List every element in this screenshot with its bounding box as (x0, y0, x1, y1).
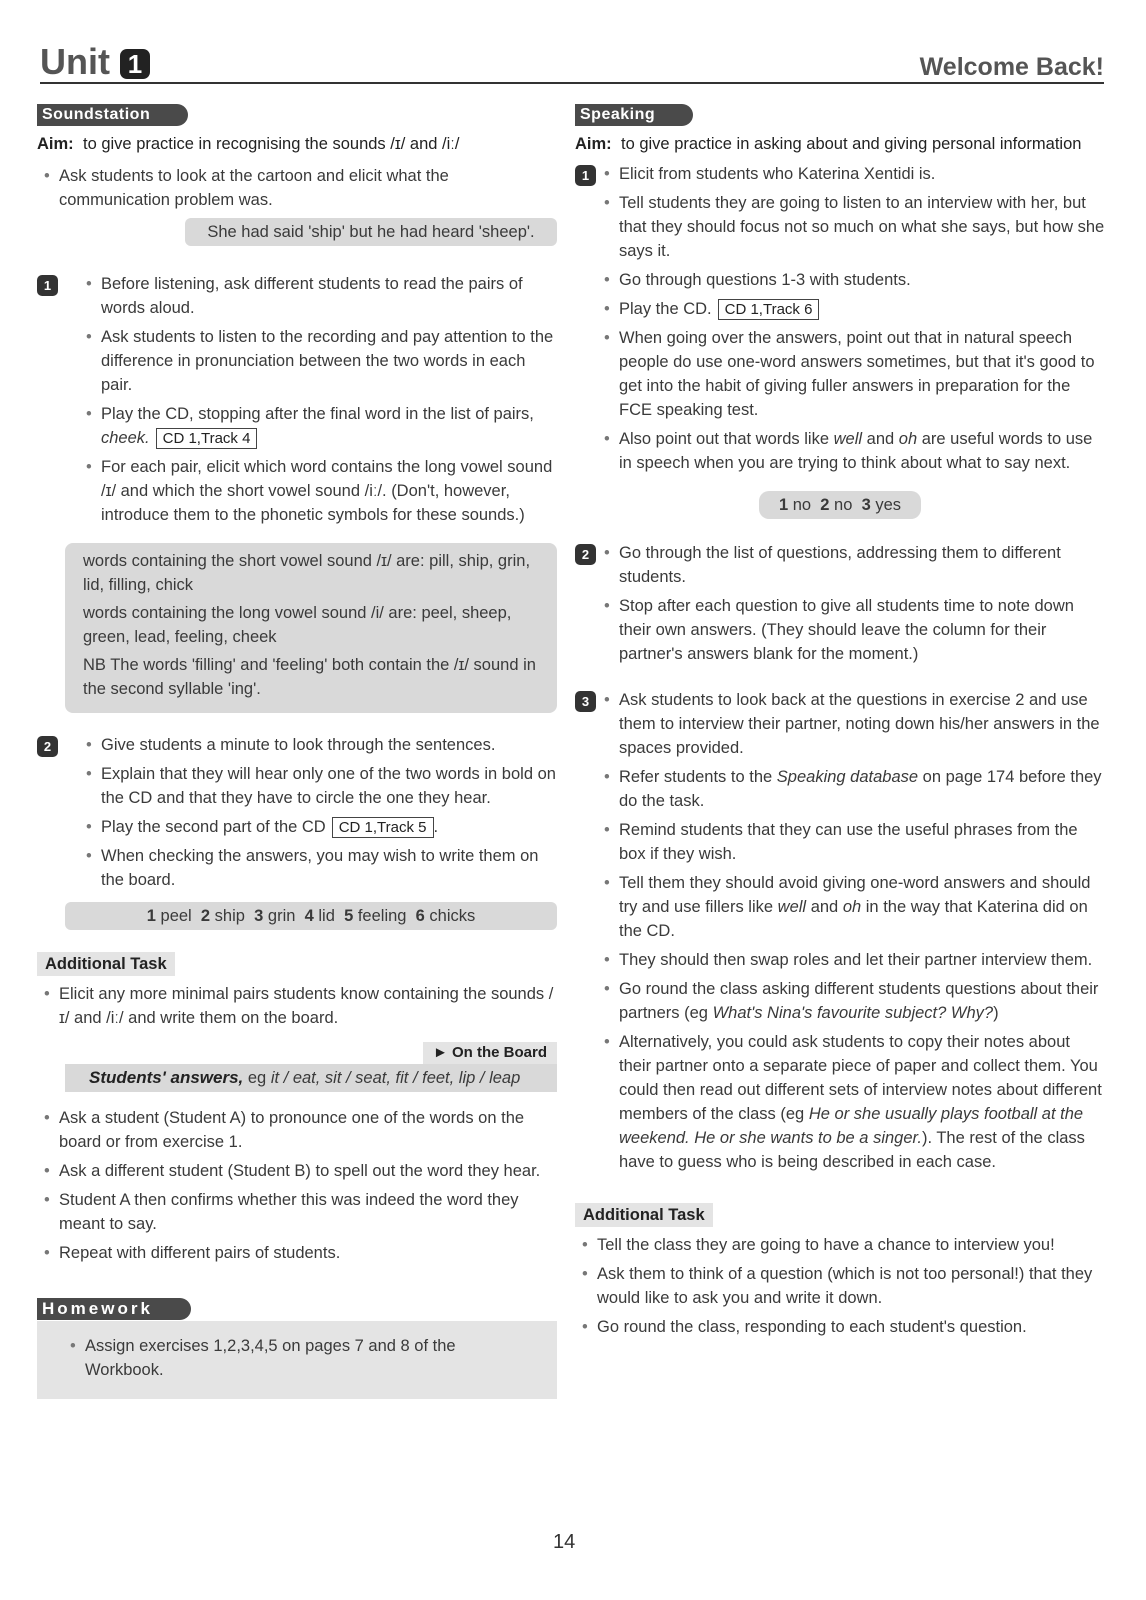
text: Play the second part of the CD (101, 818, 326, 836)
list-item: • Before listening, ask different students to read the pairs of words aloud. (83, 272, 557, 320)
additional-task-list-2 (37, 1106, 557, 1265)
answer-word: lid (318, 907, 335, 925)
intro-answer: She had said 'ship' but he had heard 'sheep'. (185, 218, 557, 246)
list-item (601, 871, 1105, 943)
homework-list (67, 1334, 537, 1382)
list-item (601, 427, 1105, 475)
italic-word: well (777, 898, 807, 916)
text: Also point out that words like (619, 430, 830, 448)
intro-list (37, 164, 557, 212)
exercise-number: 1 (575, 165, 596, 186)
unit-label: Unit (40, 41, 110, 82)
speaking-exercise-1 (575, 162, 1105, 475)
list-item: • Ask them to think of a question (which is not too personal!) that they would like to ask you and write it down. (579, 1262, 1105, 1310)
answer-item (147, 907, 192, 925)
list-item (601, 297, 1105, 321)
list-item: • Stop after each question to give all students time to note down their own answers. (They should leave the column for their partner's answers blank for the moment.) (601, 594, 1105, 666)
list-item (601, 765, 1105, 813)
list-item: • Student A then confirms whether this was indeed the word they meant to say. (41, 1188, 557, 1236)
exercise-1-answer-box (65, 543, 557, 713)
cd-track-label: CD 1,Track 5 (332, 817, 434, 838)
italic-word: What's Nina's favourite subject? Why? (712, 1004, 994, 1022)
answer-line: NB The words 'filling' and 'feeling' both contain the /ɪ/ sound in the second syllable 'ing'. (83, 656, 536, 698)
list-item: • Ask students to listen to the recording and pay attention to the difference in pronunciation between the two words in each pair. (83, 325, 557, 397)
answer-word: chicks (429, 907, 476, 925)
aim-text: to give practice in recognising the sounds /ɪ/ and /iː/ (83, 135, 460, 153)
list-item (83, 815, 557, 839)
answer-word: peel (160, 907, 192, 925)
italic-word: Speaking database (776, 768, 919, 786)
text: in the way that Katerina did on the CD. (619, 898, 1088, 940)
answer-number: 1 (146, 907, 156, 925)
answer-number: 5 (344, 907, 354, 925)
text: on page 174 before they do the task. (619, 768, 1102, 810)
list-item: • Go through the list of questions, addressing them to different students. (601, 541, 1105, 589)
cd-track-label: CD 1,Track 4 (156, 428, 258, 449)
answer-word: ship (214, 907, 245, 925)
text: and (866, 430, 895, 448)
list-item: • When going over the answers, point out that in natural speech people do use one-word answers sometimes, but that it's good to get into the habit of giving fuller answers in preparation for the FCE speaking test. (601, 326, 1105, 422)
list-item: • When checking the answers, you may wish to write them on the board. (83, 844, 557, 892)
unit-number-badge: 1 (120, 49, 150, 79)
list-item: • For each pair, elicit which word contains the long vowel sound /ɪ/ and which the short vowel sound /iː/. (Don't, however, introduce them to the phonetic symbols for these sounds.) (83, 455, 557, 527)
list-item: • Go through questions 1-3 with students. (601, 268, 1105, 292)
answer-item (305, 907, 335, 925)
list-item: • Ask a student (Student A) to pronounce one of the words on the board or from exercise 1. (41, 1106, 557, 1154)
italic-word: cheek. (101, 429, 150, 447)
speaking-additional-task-list (575, 1233, 1105, 1339)
soundstation-aim (37, 132, 557, 156)
list-item: • Remind students that they can use the useful phrases from the box if they wish. (601, 818, 1105, 866)
speaking-exercise-2-list (601, 541, 1105, 666)
right-column (575, 102, 1105, 1344)
text: Play the CD. (619, 300, 712, 318)
speaking-exercise-1-list (601, 162, 1105, 475)
answer-number: 4 (304, 907, 314, 925)
exercise-2-list (83, 733, 557, 892)
answer-number: 3 (861, 496, 871, 514)
aim-label: Aim: (575, 135, 612, 153)
list-item: • Give students a minute to look through the sentences. (83, 733, 557, 757)
page-number: 14 (553, 1531, 576, 1553)
on-the-board-box (65, 1064, 557, 1092)
answer-number: 2 (200, 907, 211, 925)
page-header (40, 40, 1104, 84)
answer-item (201, 907, 245, 925)
answer-word: yes (875, 496, 902, 514)
answer-item (344, 907, 406, 925)
text: ). The rest of the class have to guess who is being described in each case. (619, 1129, 1085, 1171)
unit-title: Welcome Back! (919, 53, 1104, 81)
list-item: • Explain that they will hear only one of the two words in bold on the CD and that they have to circle the one they hear. (83, 762, 557, 810)
homework-tab: Homework (37, 1298, 191, 1320)
text: Refer students to the (619, 768, 773, 786)
speaking-tab: Speaking (575, 104, 693, 126)
answer-number: 3 (254, 907, 264, 925)
italic-word: well (833, 430, 863, 448)
answer-word: feeling (357, 907, 407, 925)
additional-task-heading: Additional Task (37, 952, 175, 976)
answer-item (416, 907, 476, 925)
exercise-2-answers (65, 902, 557, 930)
cd-track-label: CD 1,Track 6 (718, 299, 820, 320)
exercise-number: 3 (575, 691, 596, 712)
eg-text: eg (247, 1069, 267, 1087)
speaking-aim (575, 132, 1105, 156)
speaking-exercise-2 (575, 541, 1105, 666)
exercise-1-list (83, 272, 557, 527)
text: Tell them they should avoid giving one-word answers and should try and use fillers like (619, 874, 1091, 916)
text: Go round the class asking different students questions about their partners (eg (619, 980, 1099, 1022)
homework-box (37, 1321, 557, 1399)
list-item: • Elicit any more minimal pairs students know containing the sounds /ɪ/ and /iː/ and write them on the board. (41, 982, 557, 1030)
text: Play the CD, stopping after the final word in the list of pairs, (101, 405, 534, 423)
aim-text: to give practice in asking about and giving personal information (621, 135, 1082, 153)
example-pairs: it / eat, sit / seat, fit / feet, lip / leap (270, 1069, 521, 1087)
students-answers-label: Students' answers, (89, 1068, 244, 1087)
list-item (83, 402, 557, 450)
exercise-1 (37, 272, 557, 527)
text: Alternatively, you could ask students to copy their notes about their partner onto a separate piece of paper and collect them. You could then read out different sets of interview notes about different members of the class (eg (619, 1033, 1102, 1123)
list-item: • Ask students to look at the cartoon and elicit what the communication problem was. (41, 164, 557, 212)
exercise-number: 2 (575, 544, 596, 565)
text: and (810, 898, 839, 916)
left-column (37, 102, 557, 1399)
additional-task-list (37, 982, 557, 1030)
answer-word: no (792, 496, 812, 514)
italic-word: oh (842, 898, 862, 916)
italic-word: He or she usually plays football at the weekend. He or she wants to be a singer. (619, 1105, 1084, 1147)
list-item: • Ask students to look back at the questions in exercise 2 and use them to interview their partner, noting down his/her answers in the spaces provided. (601, 688, 1105, 760)
answer-word: grin (267, 907, 296, 925)
list-item: • Tell students they are going to listen to an interview with her, but that they should focus not so much on what she says, but how she says it. (601, 191, 1105, 263)
speaking-exercise-3-list (601, 688, 1105, 1174)
italic-word: oh (898, 430, 918, 448)
aim-label: Aim: (37, 135, 74, 153)
exercise-number: 1 (37, 275, 58, 296)
list-item: • Elicit from students who Katerina Xentidi is. (601, 162, 1105, 186)
exercise-number: 2 (37, 736, 58, 757)
list-item (601, 1030, 1105, 1174)
list-item: • Tell the class they are going to have a chance to interview you! (579, 1233, 1105, 1257)
answer-number: 1 (778, 496, 789, 514)
exercise-2 (37, 733, 557, 892)
speaking-ex1-answers (759, 491, 921, 519)
answer-line: words containing the short vowel sound /ɪ/ are: pill, ship, grin, lid, filling, chick (83, 552, 531, 594)
text: are useful words to use in speech when you are trying to think about what to say next. (619, 430, 1093, 472)
text: . (433, 818, 439, 836)
answer-word: no (834, 496, 853, 514)
list-item: • Assign exercises 1,2,3,4,5 on pages 7 and 8 of the Workbook. (67, 1334, 537, 1382)
speaking-ex1-answers-wrap (575, 481, 1105, 519)
on-the-board-label (37, 1040, 557, 1064)
answer-number: 2 (820, 496, 830, 514)
list-item: • Repeat with different pairs of students. (41, 1241, 557, 1265)
answer-item (254, 907, 295, 925)
list-item: • Go round the class, responding to each student's question. (579, 1315, 1105, 1339)
soundstation-tab: Soundstation (37, 104, 188, 126)
list-item (601, 977, 1105, 1025)
text: ) (993, 1004, 999, 1022)
speaking-additional-task-heading: Additional Task (575, 1203, 713, 1227)
answer-number: 6 (415, 907, 425, 925)
on-the-board-text: ► On the Board (423, 1042, 557, 1064)
speaking-exercise-3 (575, 688, 1105, 1174)
answer-line: words containing the long vowel sound /i/ are: peel, sheep, green, lead, feeling, cheek (83, 604, 512, 646)
list-item: • They should then swap roles and let their partner interview them. (601, 948, 1105, 972)
list-item: • Ask a different student (Student B) to spell out the word they hear. (41, 1159, 557, 1183)
